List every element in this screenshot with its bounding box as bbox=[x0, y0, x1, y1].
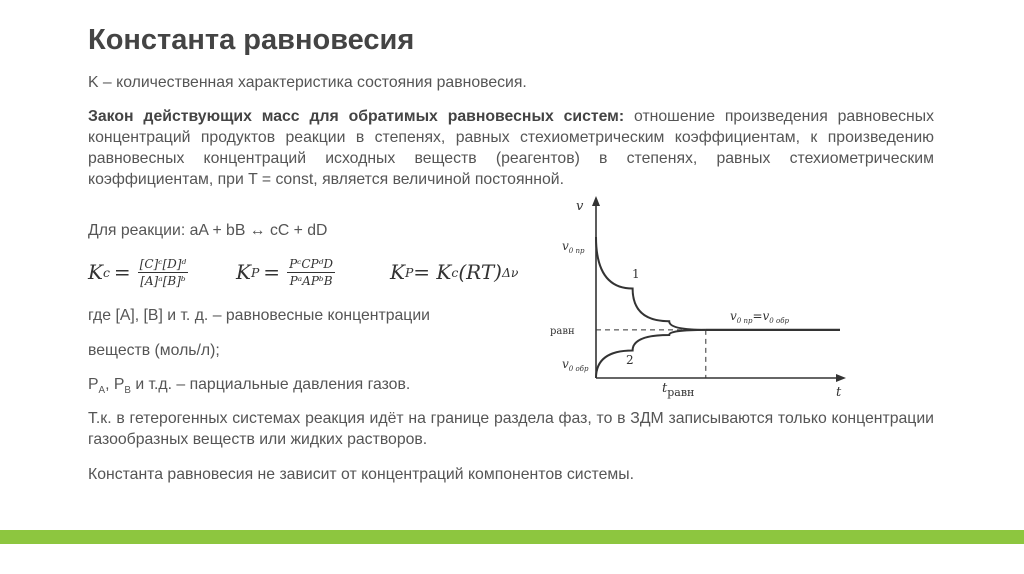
kp-symbol: K bbox=[236, 260, 251, 284]
kp2-rhs-subscript: c bbox=[451, 264, 459, 280]
intro-text: K – количественная характеристика состояния равновесия. bbox=[88, 74, 527, 91]
where-line-1: где [A], [B] и т. д. – равновесные концентрации bbox=[88, 307, 430, 324]
kp-subscript: P bbox=[250, 264, 260, 280]
partial-sub-b: B bbox=[124, 385, 131, 397]
kc-numerator: [C]ᶜ[D]ᵈ bbox=[139, 256, 187, 271]
kp2-symbol: K bbox=[390, 260, 405, 284]
partial-rest: и т.д. – парциальные давления газов. bbox=[130, 376, 411, 393]
equality-label: $v_{0 пр}=v_{0 обр}$ bbox=[730, 309, 789, 325]
kc-subscript: c bbox=[102, 264, 110, 280]
equilibrium-rate-chart bbox=[540, 192, 860, 402]
y-axis-arrow bbox=[592, 196, 600, 206]
where-line-2: веществ (моль/л); bbox=[88, 342, 220, 359]
equilibrium-time-label: $t_{равн}$ bbox=[662, 381, 695, 399]
law-label: Закон действующих масс для обратимых равновесных систем: bbox=[88, 108, 625, 125]
kc-denominator: [A]ᵃ[B]ᵇ bbox=[140, 273, 186, 288]
kp-fraction bbox=[287, 257, 335, 288]
v0-forward-label: $v_{0 пр}$ bbox=[562, 239, 585, 255]
kp-denominator: PᵃAPᵇB bbox=[289, 273, 333, 288]
x-axis-arrow bbox=[836, 374, 846, 382]
partial-sub-a: A bbox=[98, 385, 106, 397]
kc-symbol: K bbox=[88, 260, 103, 284]
kc-fraction bbox=[138, 257, 189, 288]
partial-p: P bbox=[88, 376, 99, 393]
kp2-rhs: = K bbox=[413, 260, 452, 284]
kp2-exponent: Δν bbox=[501, 264, 519, 280]
kp-formula: K P = $\frac{\text{PᶜCPᵈD}}{\text{PᵃAPᵇB}}$ bbox=[236, 256, 334, 288]
conclusion-text: Константа равновесия не зависит от концентраций компонентов системы. bbox=[88, 466, 634, 483]
partial-pressures bbox=[88, 374, 508, 401]
kp-numerator: PᶜCPᵈD bbox=[289, 256, 334, 271]
v0-reverse-label: $v_{0 обр}$ bbox=[562, 357, 589, 373]
equilibrium-y-label: равн bbox=[550, 326, 575, 337]
law-text: отношение произведения равновесных концентраций продуктов реакции в степенях, равных стехиометрическим коэффициентам, к произведению равновесных концентраций исходных веществ (реагентов) в степенях, равных стехиометрическим коэффициентам, при T = const, является величиной постоянной. bbox=[88, 108, 934, 188]
reaction-text: Для реакции: aA + bB ↔ cC + dD bbox=[88, 222, 328, 239]
curve-2-label: 2 bbox=[626, 353, 634, 367]
x-axis-label: t bbox=[836, 385, 842, 400]
kc-formula: K c = $\frac{\text{[C]ᶜ[D]ᵈ}}{\text{[A]ᵃ[B]ᵇ}}$ bbox=[88, 256, 187, 288]
footer-accent-bar bbox=[0, 530, 1024, 544]
reverse-rate-curve bbox=[596, 330, 706, 378]
kp-kc-formula bbox=[390, 248, 518, 296]
y-axis-label: v bbox=[576, 199, 584, 214]
partial-sep: , P bbox=[105, 376, 125, 393]
kp2-paren: (RT) bbox=[458, 260, 502, 284]
formula-row bbox=[88, 248, 548, 296]
kp2-subscript: P bbox=[404, 264, 414, 280]
heterogeneous-text: Т.к. в гетерогенных системах реакция идёт на границе раздела фаз, то в ЗДМ записываются только концентрации газообразных веществ или жидких растворов. bbox=[88, 410, 934, 448]
law-paragraph bbox=[88, 106, 934, 190]
slide-title: Константа равновесия bbox=[88, 24, 415, 56]
forward-rate-curve bbox=[596, 237, 706, 330]
curve-1-label: 1 bbox=[632, 267, 640, 281]
